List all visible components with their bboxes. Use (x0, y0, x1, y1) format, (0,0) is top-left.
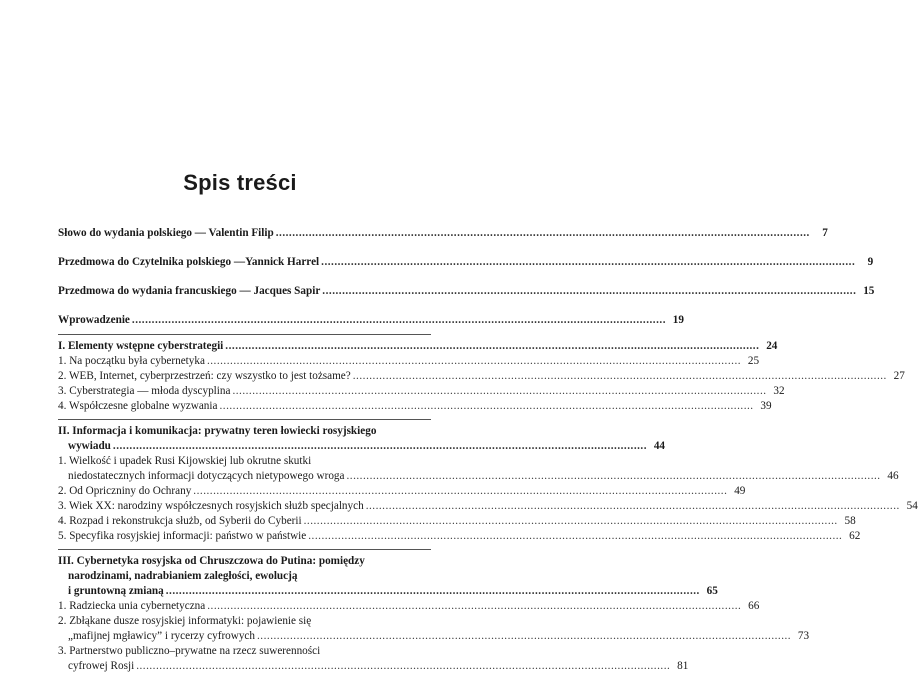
page-number: 39 (760, 400, 772, 412)
page-number: 24 (766, 340, 778, 352)
toc-entry[interactable] (58, 469, 899, 484)
toc-entry[interactable] (58, 499, 918, 514)
page-title: Spis treści (183, 170, 297, 195)
toc-entry-title: I. Elementy wstępne cyberstrategii (58, 340, 224, 352)
leader-dots (276, 226, 810, 241)
page-number: 9 (867, 256, 874, 268)
leader-dots (353, 369, 887, 384)
toc-entry-title-line[interactable]: 1. Wielkość i upadek Rusi Kijowskiej lub okrutne skutki (58, 455, 312, 467)
toc-section[interactable] (58, 584, 718, 599)
toc-entry-title: cyfrowej Rosji (68, 660, 135, 672)
leader-dots (225, 339, 759, 354)
page-number: 81 (677, 660, 689, 672)
toc-entry-title: Wprowadzenie (58, 314, 130, 326)
toc-entry[interactable] (58, 384, 785, 399)
toc-section-title-line[interactable]: III. Cybernetyka rosyjska od Chruszczowa do Putina: pomiędzy (58, 555, 365, 567)
toc-entry-title: 4. Współczesne globalne wyzwania (58, 400, 218, 412)
toc-entry[interactable] (58, 313, 684, 328)
page-number: 46 (887, 470, 899, 482)
leader-dots (132, 313, 666, 328)
page-number: 27 (893, 370, 905, 382)
toc-section-title-line[interactable]: II. Informacja i komunikacja: prywatny teren łowiecki rosyjskiego (58, 425, 377, 437)
leader-dots (219, 399, 753, 414)
toc-entry-title: 4. Rozpad i rekonstrukcja służb, od Syberii do Cyberii (58, 515, 302, 527)
toc-entry-title: wywiadu (68, 440, 111, 452)
leader-dots (322, 284, 856, 299)
leader-dots (257, 629, 791, 644)
leader-dots (321, 255, 855, 270)
toc-entry[interactable] (58, 514, 856, 529)
toc-entry[interactable] (58, 529, 861, 544)
toc-entry-title: i gruntowną zmianą (68, 585, 164, 597)
page-number: 49 (734, 485, 746, 497)
toc-entry[interactable] (58, 226, 828, 241)
page-number: 73 (797, 630, 810, 642)
toc-entry[interactable] (58, 354, 760, 369)
toc-entry-title: 3. Wiek XX: narodziny współczesnych rosyjskich służb specjalnych (58, 500, 364, 512)
toc-entry-title-line[interactable]: 3. Partnerstwo publiczno–prywatne na rzecz suwerenności (58, 645, 321, 657)
toc-entry[interactable] (58, 599, 760, 614)
toc-entry-title: Przedmowa do wydania francuskiego — Jacques Sapir (58, 285, 321, 297)
toc-entry-title: 3. Cyberstrategia — młoda dyscyplina (58, 385, 231, 397)
page-number: 58 (844, 515, 856, 527)
leader-dots (304, 514, 838, 529)
leader-dots (207, 354, 741, 369)
leader-dots (207, 599, 741, 614)
toc-entry-title: „mafijnej mgławicy” i rycerzy cyfrowych (68, 630, 255, 642)
toc-entry-title: 1. Na początku była cybernetyka (58, 355, 205, 367)
toc-entry-title: Przedmowa do Czytelnika polskiego —Yannick Harrel (58, 256, 320, 268)
page-number: 15 (863, 285, 875, 297)
toc-entry-title: niedostatecznych informacji dotyczących nietypowego wroga (68, 470, 345, 482)
toc-entry[interactable] (58, 284, 875, 299)
page-number: 54 (906, 500, 918, 512)
toc-section[interactable] (58, 439, 665, 454)
page-number: 7 (822, 227, 828, 239)
toc-entry[interactable] (58, 399, 772, 414)
page-number: 25 (747, 355, 760, 367)
toc-entry[interactable] (58, 484, 746, 499)
page-number: 44 (653, 440, 665, 452)
page-number: 65 (706, 585, 718, 597)
leader-dots (136, 659, 670, 674)
table-of-contents (58, 226, 918, 674)
leader-dots (366, 499, 900, 514)
toc-entry-title-line[interactable]: 2. Zbłąkane dusze rosyjskiej informatyki: pojawienie się (58, 615, 312, 627)
page-number: 19 (672, 314, 684, 326)
toc-entry[interactable] (58, 369, 905, 384)
toc-entry[interactable] (58, 659, 689, 674)
toc-entry-title: 2. WEB, Internet, cyberprzestrzeń: czy wszystko to jest tożsame? (58, 370, 351, 382)
toc-entry[interactable] (58, 629, 810, 644)
leader-dots (193, 484, 727, 499)
page-number: 66 (748, 600, 760, 612)
toc-entry[interactable] (58, 255, 874, 270)
leader-dots (166, 584, 700, 599)
toc-section[interactable] (58, 339, 778, 354)
leader-dots (232, 384, 766, 399)
leader-dots (346, 469, 880, 484)
page-number: 62 (849, 530, 861, 542)
leader-dots (113, 439, 647, 454)
toc-entry-title: 5. Specyfika rosyjskiej informacji: państwo w państwie (58, 530, 307, 542)
page-number: 32 (773, 385, 785, 397)
toc-entry-title: Słowo do wydania polskiego — Valentin Filip (58, 227, 274, 239)
toc-section-title-line[interactable]: narodzinami, nadrabianiem zaległości, ewolucją (68, 570, 298, 582)
toc-entry-title: 1. Radziecka unia cybernetyczna (58, 600, 206, 612)
leader-dots (308, 529, 842, 544)
toc-entry-title: 2. Od Opriczniny do Ochrany (58, 485, 192, 497)
